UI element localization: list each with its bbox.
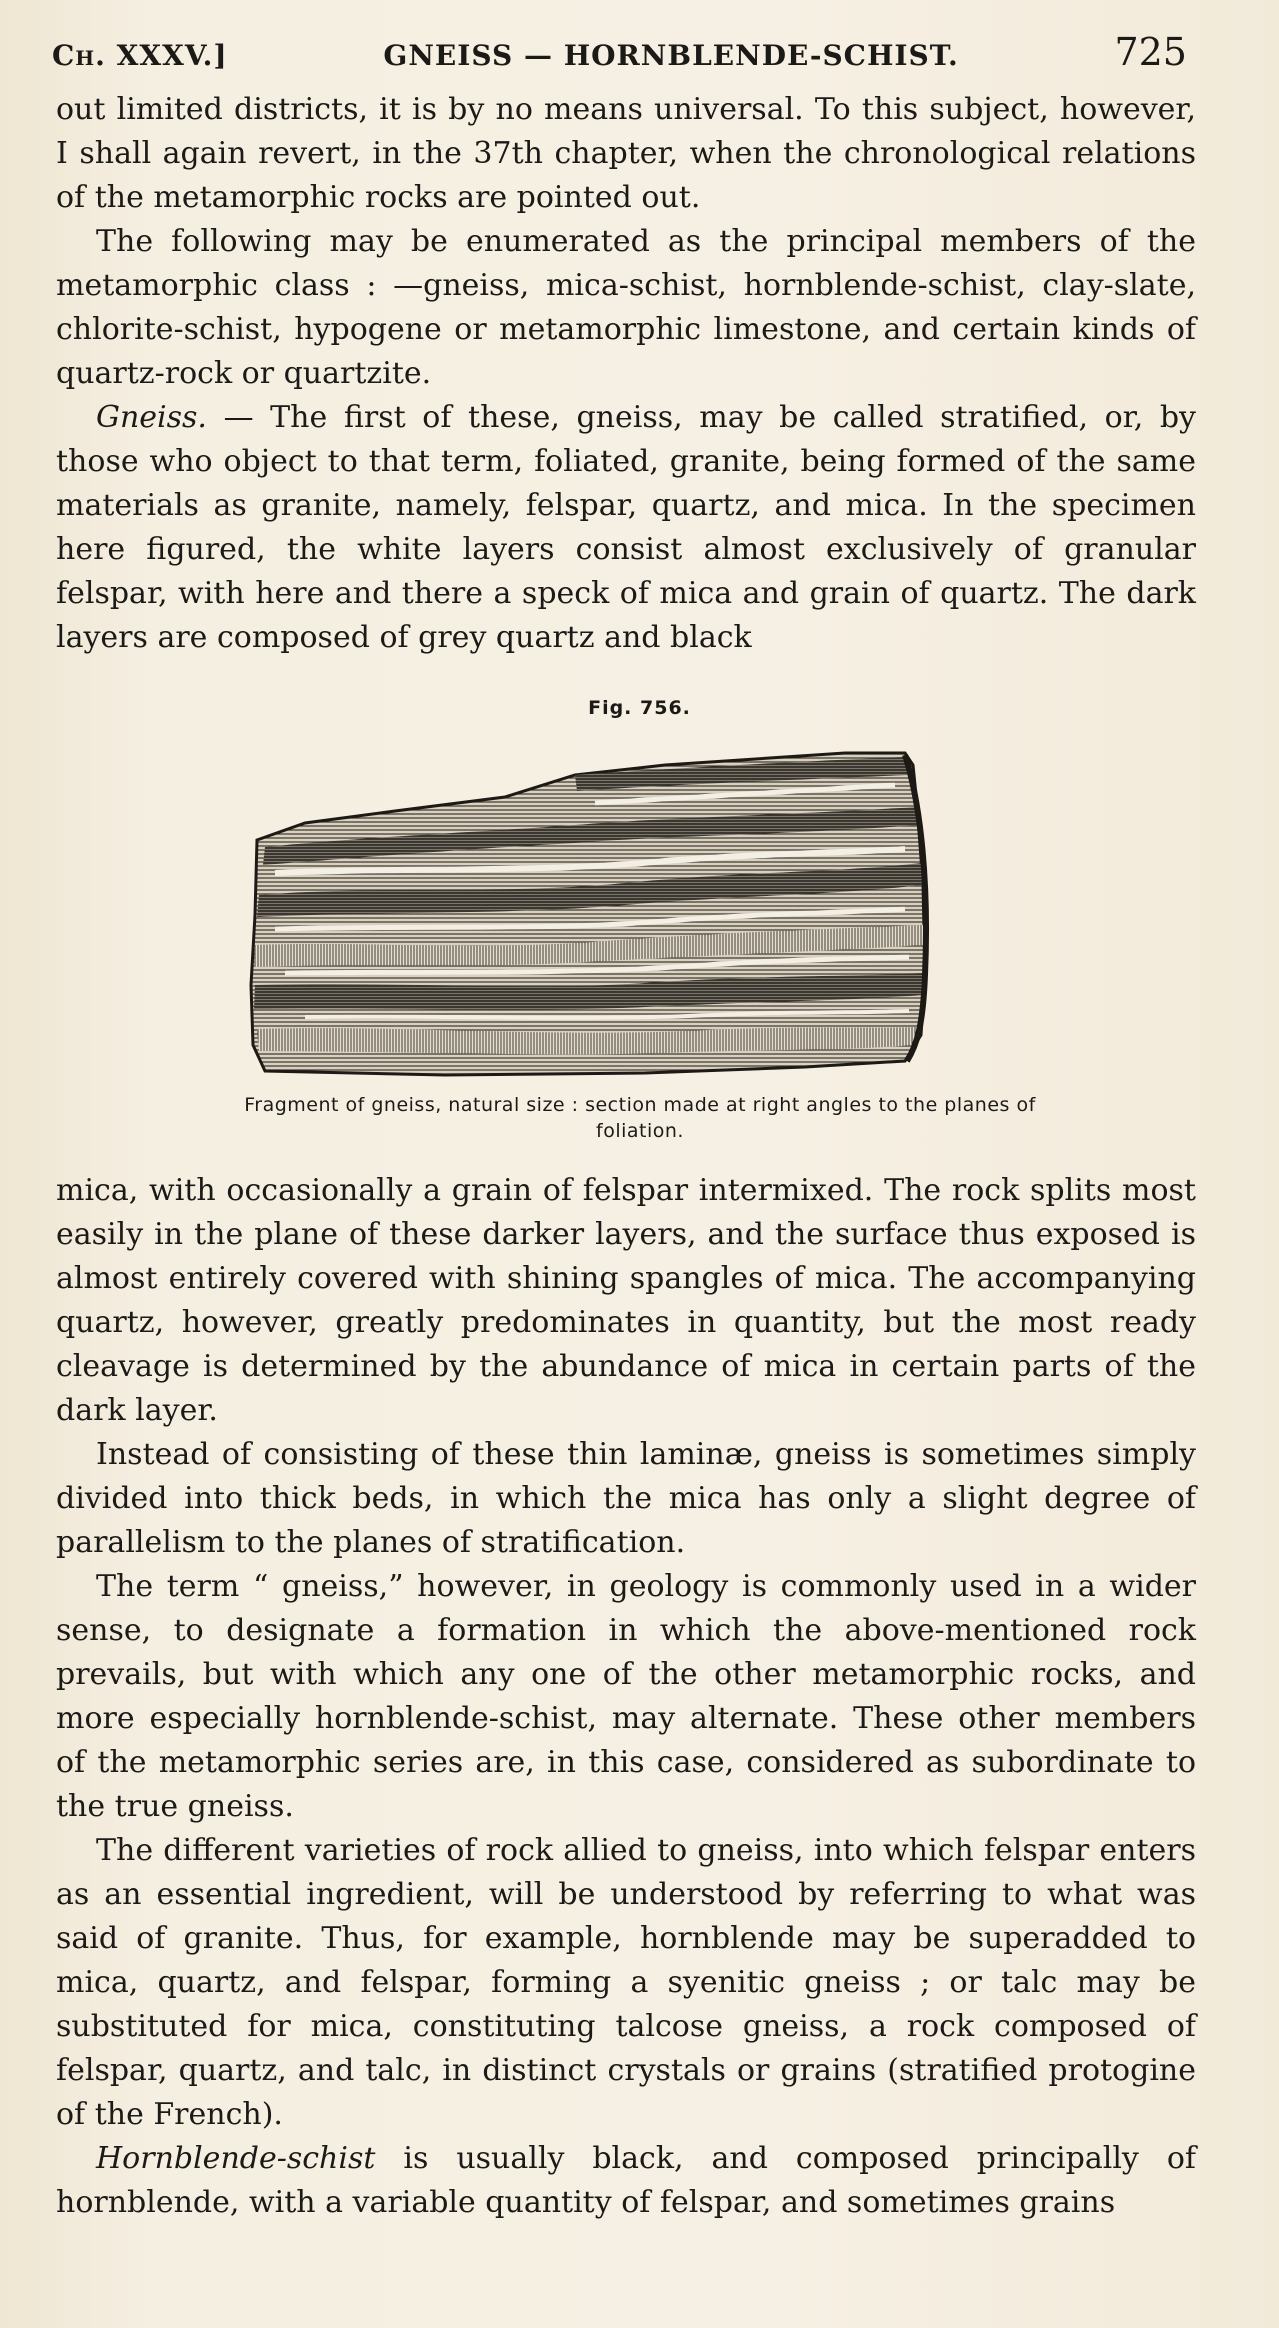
gneiss-engraving-illustration <box>245 745 1015 1080</box>
figure-label: Fig. 756. <box>588 697 691 719</box>
figure-caption: Fragment of gneiss, natural size : section made at right angles to the planes of foliation. <box>244 1094 1036 1142</box>
paragraph: out limited districts, it is by no means universal. To this subject, however, I shall again revert, in the 37th chapter, when the chronological relations of the metamorphic rocks are pointed out. <box>56 92 1196 215</box>
bottom-text-block <box>56 1169 1196 2225</box>
running-title: GNEISS — HORNBLENDE-SCHIST. <box>383 39 959 72</box>
gneiss-heading: Gneiss. <box>96 400 207 435</box>
paragraph: The different varieties of rock allied to gneiss, into which felspar enters as an essential ingredient, will be understood by referring to what was said of granite. Thus, for example, hornblende may be superadded to mica, quartz, and felspar, forming a syenitic gneiss ; or talc may be substituted for mica, constituting talcose gneiss, a rock composed of felspar, quartz, and talc, in distinct crystals or grains (stratified protogine of the French). <box>56 1833 1196 2132</box>
paragraph: The following may be enumerated as the principal members of the metamorphic class : —gneiss, mica-schist, hornblende-schist, clay-slate, chlorite-schist, hypogene or metamorphic limestone, and certain kinds of quartz-rock or quartzite. <box>56 224 1196 391</box>
hornblende-text: is usually black, and composed principally of hornblende, with a variable quantity of felspar, and sometimes grains <box>56 2141 1196 2220</box>
paragraph: The term “ gneiss,” however, in geology is commonly used in a wider sense, to designate a formation in which the above-mentioned rock prevails, but with which any one of the other metamorphic rocks, and more especially hornblende-schist, may alternate. These other members of the metamorphic series are, in this case, considered as subordinate to the true gneiss. <box>56 1569 1196 1824</box>
page-number: 725 <box>1114 30 1187 74</box>
paragraph: mica, with occasionally a grain of felspar intermixed. The rock splits most easily in the plane of these darker layers, and the surface thus exposed is almost entirely covered with shining spangles of mica. The accompanying quartz, however, greatly predominates in quantity, but the most ready cleavage is determined by the abundance of mica in certain parts of the dark layer. <box>56 1173 1196 1428</box>
top-text-block <box>56 88 1196 660</box>
gneiss-paragraph <box>56 396 1196 660</box>
paragraph: Instead of consisting of these thin laminæ, gneiss is sometimes simply divided into thick beds, in which the mica has only a slight degree of parallelism to the planes of stratification. <box>56 1437 1196 1560</box>
gneiss-engraving <box>245 745 1015 1080</box>
running-header <box>52 30 1187 78</box>
chapter-reference: Ch. XXXV.] <box>52 39 228 72</box>
gneiss-text: — The first of these, gneiss, may be called stratified, or, by those who object to that term, foliated, granite, being formed of the same materials as granite, namely, felspar, quartz, and mica. In the specimen here figured, the white layers consist almost exclusively of granular felspar, with here and there a speck of mica and grain of quartz. The dark layers are composed of grey quartz and black <box>56 400 1196 655</box>
hornblende-paragraph <box>56 2137 1196 2225</box>
hornblende-heading: Hornblende-schist <box>96 2141 376 2176</box>
